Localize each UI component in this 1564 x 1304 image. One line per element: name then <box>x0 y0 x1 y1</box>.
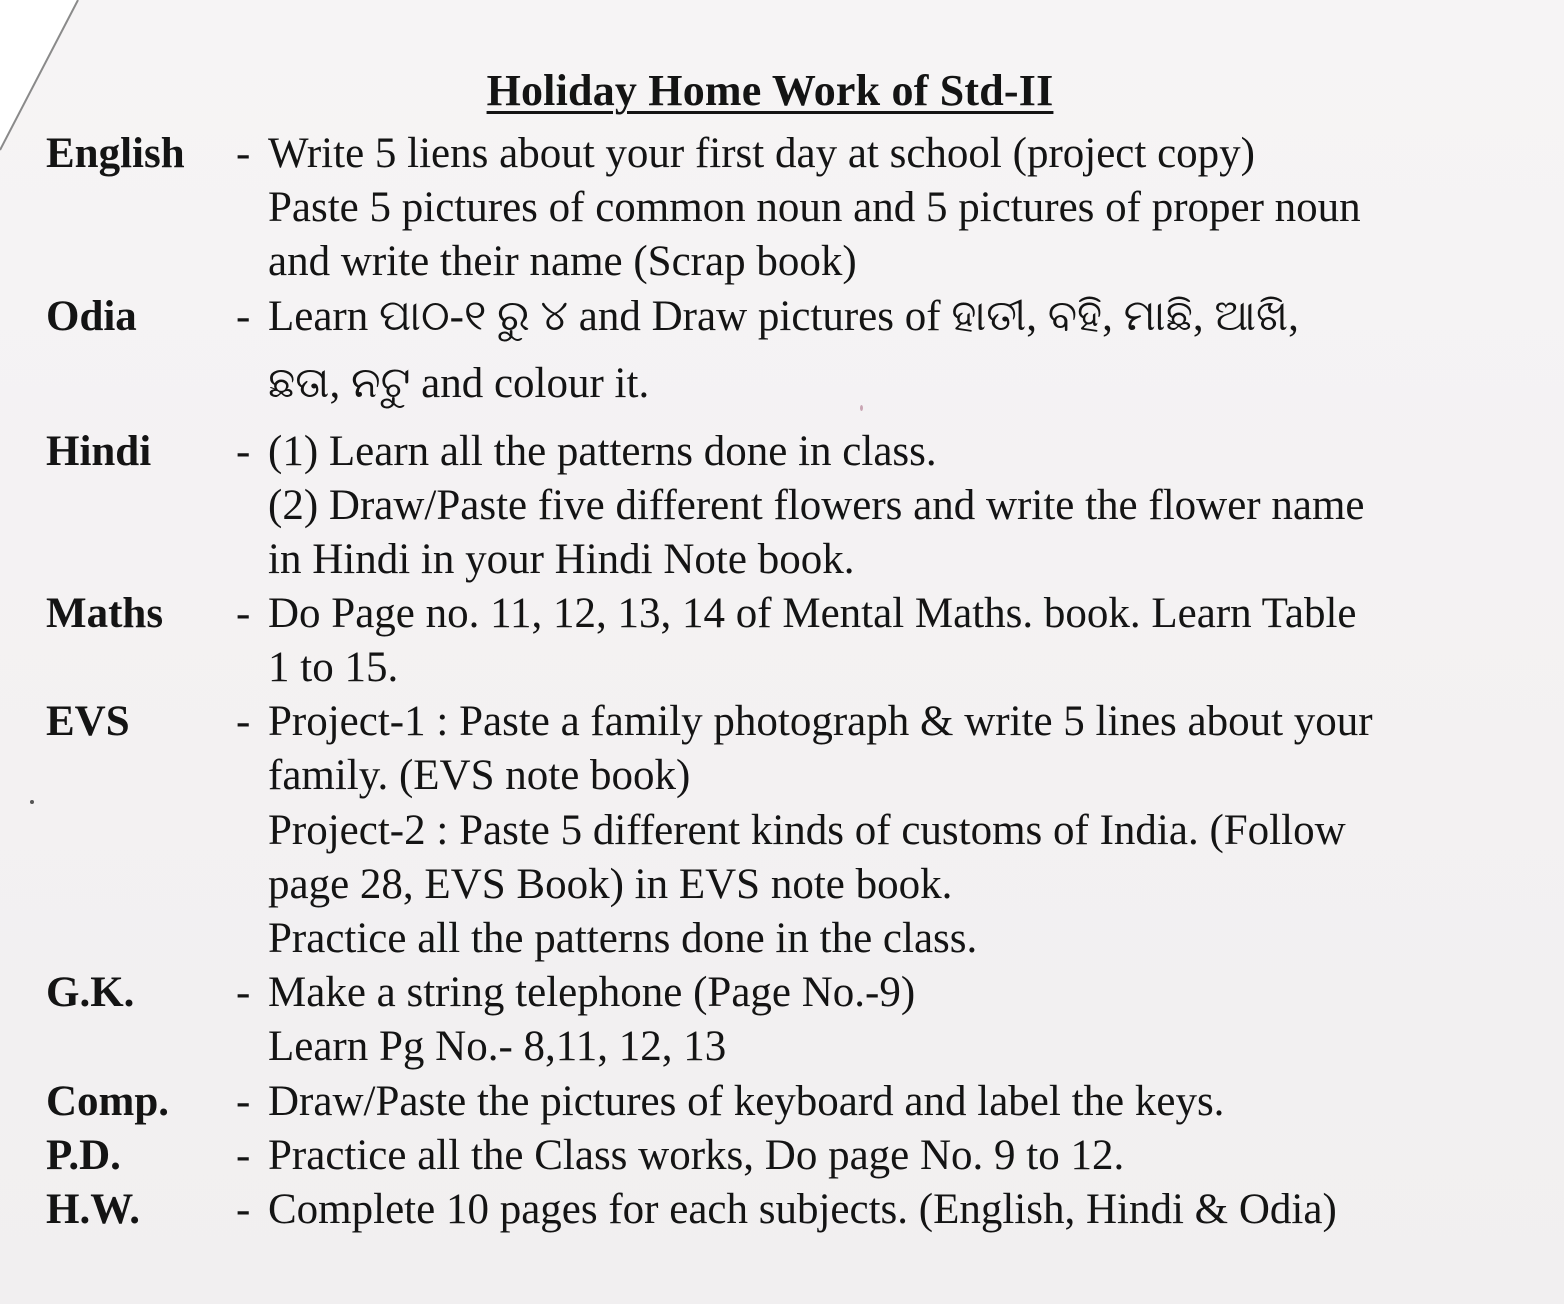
hindi-line-1: (1) Learn all the patterns done in class. <box>268 428 937 475</box>
evs-line-5: Practice all the patterns done in the class. <box>268 915 978 962</box>
english-line-2: Paste 5 pictures of common noun and 5 pictures of proper noun <box>268 184 1361 231</box>
english-line-3: and write their name (Scrap book) <box>268 238 857 285</box>
subject-dash: - <box>236 1186 251 1233</box>
speck <box>860 405 863 411</box>
comp-line-1: Draw/Paste the pictures of keyboard and label the keys. <box>268 1078 1225 1125</box>
subject-label-hw: H.W. <box>46 1186 140 1233</box>
odia-line-2: ଛତା, ନଟୁ and colour it. <box>268 360 650 407</box>
subject-label-comp: Comp. <box>46 1078 170 1125</box>
subject-dash: - <box>236 1132 251 1179</box>
gk-line-1: Make a string telephone (Page No.-9) <box>268 969 916 1016</box>
speck <box>30 800 34 804</box>
subject-label-hindi: Hindi <box>46 428 152 475</box>
evs-line-4: page 28, EVS Book) in EVS note book. <box>268 861 953 908</box>
english-line-1: Write 5 liens about your first day at school (project copy) <box>268 130 1255 177</box>
maths-line-1: Do Page no. 11, 12, 13, 14 of Mental Maths. book. Learn Table <box>268 590 1357 637</box>
subject-label-pd: P.D. <box>46 1132 121 1179</box>
pd-line-1: Practice all the Class works, Do page No. 9 to 12. <box>268 1132 1125 1179</box>
subject-dash: - <box>236 698 251 745</box>
evs-line-3: Project-2 : Paste 5 different kinds of customs of India. (Follow <box>268 807 1346 854</box>
subject-label-odia: Odia <box>46 293 137 340</box>
subject-label-evs: EVS <box>46 698 130 745</box>
evs-line-1: Project-1 : Paste a family photograph & write 5 lines about your <box>268 698 1373 745</box>
subject-dash: - <box>236 293 251 340</box>
hw-line-1: Complete 10 pages for each subjects. (English, Hindi & Odia) <box>268 1186 1337 1233</box>
subject-label-english: English <box>46 130 185 177</box>
evs-line-2: family. (EVS note book) <box>268 752 691 799</box>
subject-dash: - <box>236 428 251 475</box>
subject-dash: - <box>236 969 251 1016</box>
odia-line-1: Learn ପାଠ-୧ ରୁ ୪ and Draw pictures of ହାତୀ, ବହି, ମାଛି, ଆଖି, <box>268 293 1299 340</box>
hindi-line-2: (2) Draw/Paste five different flowers and write the flower name <box>268 482 1365 529</box>
subject-dash: - <box>236 1078 251 1125</box>
hindi-line-3: in Hindi in your Hindi Note book. <box>268 536 855 583</box>
subject-label-gk: G.K. <box>46 969 135 1016</box>
subject-dash: - <box>236 590 251 637</box>
subject-dash: - <box>236 130 251 177</box>
subject-label-maths: Maths <box>46 590 164 637</box>
page-title: Holiday Home Work of Std-II <box>486 66 1054 116</box>
gk-line-2: Learn Pg No.- 8,11, 12, 13 <box>268 1023 727 1070</box>
maths-line-2: 1 to 15. <box>268 644 399 691</box>
